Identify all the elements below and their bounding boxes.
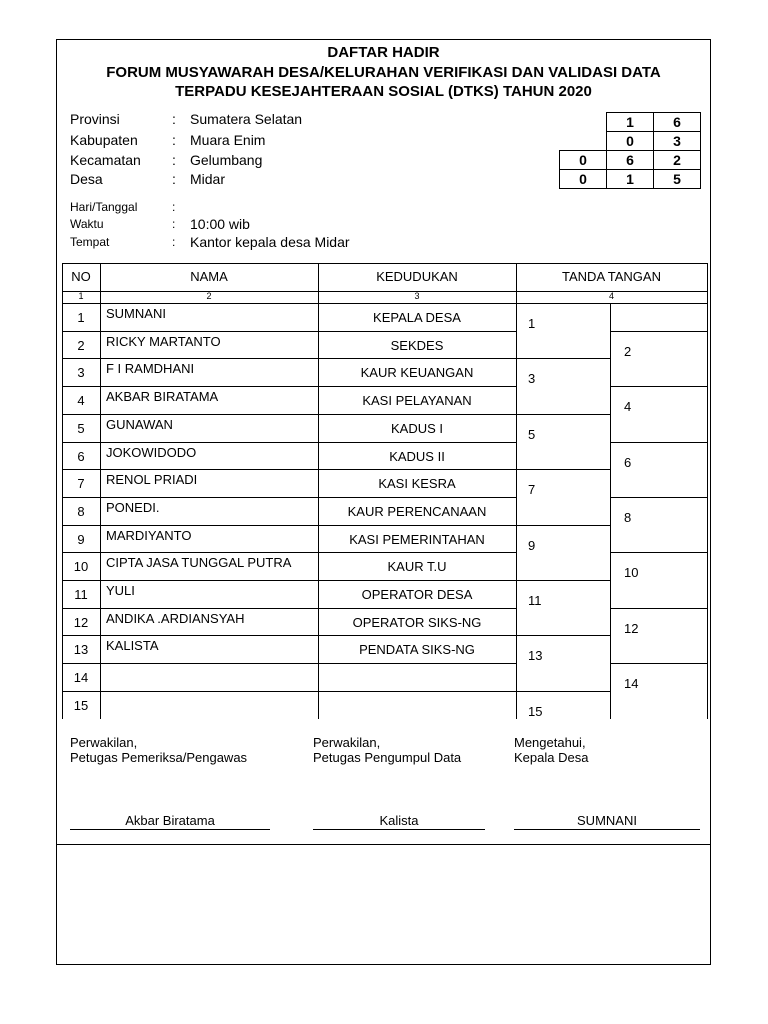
desa-label: Desa [70, 171, 103, 187]
signature-number: 5 [528, 426, 536, 442]
waktu-label: Waktu [70, 217, 104, 231]
table-row-no: 11 [74, 587, 88, 602]
table-header-0: NO [71, 269, 91, 284]
table-row-nama: GUNAWAN [106, 416, 173, 432]
signature-right-line [610, 608, 707, 609]
sig2-name: Kalista [379, 813, 419, 828]
table-row-no: 10 [73, 559, 89, 575]
desa-sep: : [172, 171, 176, 187]
code-cell: 5 [654, 170, 701, 189]
table-row-nama: KALISTA [106, 638, 159, 654]
table-row-line [62, 497, 516, 498]
table-row-line [62, 635, 516, 636]
sig3-name: SUMNANI [577, 813, 637, 828]
table-row-kedudukan: PENDATA SIKS-NG [359, 642, 475, 658]
table-row-kedudukan: OPERATOR SIKS-NG [352, 614, 482, 630]
signature-number: 14 [624, 676, 639, 692]
table-top-border [62, 263, 707, 264]
table-vline [516, 263, 517, 719]
code-cell: 1 [607, 113, 654, 132]
signature-left-line [516, 358, 610, 359]
table-colnum-3: 4 [608, 291, 614, 301]
code-cell: 3 [654, 132, 701, 151]
code-cell: 1 [607, 170, 654, 189]
code-row [560, 151, 701, 170]
kabupaten-sep: : [172, 132, 176, 148]
signature-left-line [516, 580, 610, 581]
tempat-label: Tempat [70, 235, 110, 249]
table-header-2: KEDUDUKAN [376, 269, 458, 284]
table-row-nama: RICKY MARTANTO [106, 333, 221, 349]
waktu-sep: : [172, 217, 176, 231]
signature-number: 2 [624, 343, 632, 359]
table-row-line [62, 442, 516, 443]
table-row-line [62, 580, 516, 581]
table-row-no: 8 [77, 503, 85, 519]
signature-number: 6 [624, 454, 632, 470]
table-row-kedudukan: KASI PELAYANAN [362, 393, 472, 409]
code-cell: 0 [560, 151, 607, 170]
sig1-line [70, 829, 270, 830]
table-row-line [62, 608, 516, 609]
table-row-nama: MARDIYANTO [106, 527, 192, 543]
table-row-no: 15 [73, 697, 89, 713]
table-row-nama: ANDIKA .ARDIANSYAH [106, 610, 245, 626]
table-row-no: 7 [77, 476, 85, 492]
table-row-kedudukan: KEPALA DESA [373, 310, 461, 325]
table-row-kedudukan: OPERATOR DESA [361, 587, 473, 602]
table-row-kedudukan: KADUS II [389, 448, 445, 464]
signature-number: 12 [624, 620, 639, 636]
provinsi-value: Sumatera Selatan [190, 111, 303, 127]
code-row [560, 170, 701, 189]
signature-number: 15 [528, 703, 543, 719]
region-code-table [559, 112, 701, 189]
code-row [560, 113, 701, 132]
code-cell: 0 [560, 170, 607, 189]
code-cell [560, 113, 607, 132]
table-row-no: 6 [77, 448, 85, 464]
kecamatan-value: Gelumbang [190, 152, 263, 168]
signature-number: 1 [528, 316, 536, 331]
kecamatan-sep: : [172, 152, 176, 168]
signature-number: 11 [528, 593, 542, 608]
document-title: DAFTAR HADIR [327, 44, 440, 61]
table-row-nama: RENOL PRIADI [106, 472, 198, 488]
signature-right-line [610, 442, 707, 443]
code-cell: 6 [607, 151, 654, 170]
table-row-kedudukan: KAUR T.U [387, 559, 447, 575]
table-row-kedudukan: SEKDES [390, 337, 444, 353]
footer-divider [56, 844, 711, 845]
table-row-line [62, 386, 516, 387]
table-row-kedudukan: KASI KESRA [378, 476, 456, 492]
table-row-kedudukan: KADUS I [390, 420, 443, 436]
table-colnum-2: 3 [414, 291, 420, 301]
table-row-no: 14 [73, 670, 89, 686]
table-right-border [707, 263, 708, 719]
table-header-3: TANDA TANGAN [562, 269, 661, 284]
table-row-no: 13 [73, 642, 89, 658]
table-row-line [62, 469, 516, 470]
table-row-nama: JOKOWIDODO [106, 444, 197, 460]
table-row-line [62, 663, 516, 664]
signature-left-line [516, 691, 610, 692]
table-row-line [62, 691, 516, 692]
table-row-line [62, 552, 516, 553]
table-row-no: 5 [77, 420, 85, 436]
table-row-line [62, 331, 516, 332]
sig1-role: Petugas Pemeriksa/Pengawas [70, 750, 248, 765]
hari-tanggal-sep: : [172, 200, 176, 214]
sig1-name: Akbar Biratama [125, 813, 215, 828]
code-cell: 6 [654, 113, 701, 132]
table-row-kedudukan: KASI PEMERINTAHAN [349, 531, 485, 547]
table-row-no: 4 [77, 393, 85, 409]
kabupaten-value: Muara Enim [190, 132, 266, 148]
code-row [560, 132, 701, 151]
signature-left-line [516, 635, 610, 636]
signature-number: 8 [624, 509, 632, 525]
signature-number: 4 [624, 399, 632, 415]
signature-number: 13 [528, 648, 543, 664]
table-row-kedudukan: KAUR PERENCANAAN [347, 503, 487, 519]
table-header-1: NAMA [190, 269, 228, 284]
provinsi-label: Provinsi [70, 111, 120, 127]
sig1-title: Perwakilan, [70, 735, 138, 750]
code-cell: 2 [654, 151, 701, 170]
signature-right-line [610, 497, 707, 498]
table-row-nama: F I RAMDHANI [106, 361, 195, 377]
table-colnum-1: 2 [206, 291, 212, 301]
signature-number: 3 [528, 371, 536, 387]
sig2-line [313, 829, 485, 830]
signature-left-line [516, 469, 610, 470]
signature-number: 7 [528, 482, 536, 498]
signature-right-line [610, 331, 707, 332]
sig3-line [514, 829, 700, 830]
table-row-nama: PONEDI. [106, 499, 160, 515]
document-subtitle-2: TERPADU KESEJAHTERAAN SOSIAL (DTKS) TAHUN 2020 [175, 83, 592, 100]
provinsi-sep: : [172, 111, 176, 127]
table-row-line [62, 525, 516, 526]
tempat-value: Kantor kepala desa Midar [190, 234, 350, 250]
table-row-line [62, 414, 516, 415]
signature-right-line [610, 386, 707, 387]
waktu-value: 10:00 wib [190, 216, 250, 232]
tempat-sep: : [172, 235, 176, 249]
table-row-nama: SUMNANI [106, 306, 166, 321]
hari-tanggal-label: Hari/Tanggal [70, 200, 138, 214]
sig3-role: Kepala Desa [514, 750, 589, 765]
table-row-nama: AKBAR BIRATAMA [106, 389, 219, 405]
sig2-title: Perwakilan, [313, 735, 381, 750]
table-row-nama: YULI [106, 583, 135, 598]
signature-split-line [610, 303, 611, 719]
code-cell: 0 [607, 132, 654, 151]
signature-number: 10 [624, 565, 639, 581]
table-row-no: 9 [77, 531, 85, 547]
table-colnum-0: 1 [78, 291, 84, 301]
kecamatan-label: Kecamatan [70, 152, 141, 168]
table-row-line [62, 358, 516, 359]
signature-number: 9 [528, 537, 536, 553]
document-subtitle-1: FORUM MUSYAWARAH DESA/KELURAHAN VERIFIKASI DAN VALIDASI DATA [106, 64, 661, 81]
signature-right-line [610, 552, 707, 553]
desa-value: Midar [190, 171, 226, 187]
table-row-kedudukan: KAUR KEUANGAN [360, 365, 474, 381]
table-row-nama: CIPTA JASA TUNGGAL PUTRA [106, 555, 292, 571]
signature-left-line [516, 414, 610, 415]
table-row-no: 12 [73, 614, 89, 630]
sig2-role: Petugas Pengumpul Data [313, 750, 462, 765]
signature-right-line [610, 663, 707, 664]
code-cell [560, 132, 607, 151]
table-row-no: 2 [77, 337, 85, 353]
kabupaten-label: Kabupaten [70, 132, 138, 148]
signature-left-line [516, 525, 610, 526]
sig3-title: Mengetahui, [514, 735, 586, 750]
table-row-no: 1 [77, 310, 85, 325]
table-row-no: 3 [77, 365, 85, 381]
